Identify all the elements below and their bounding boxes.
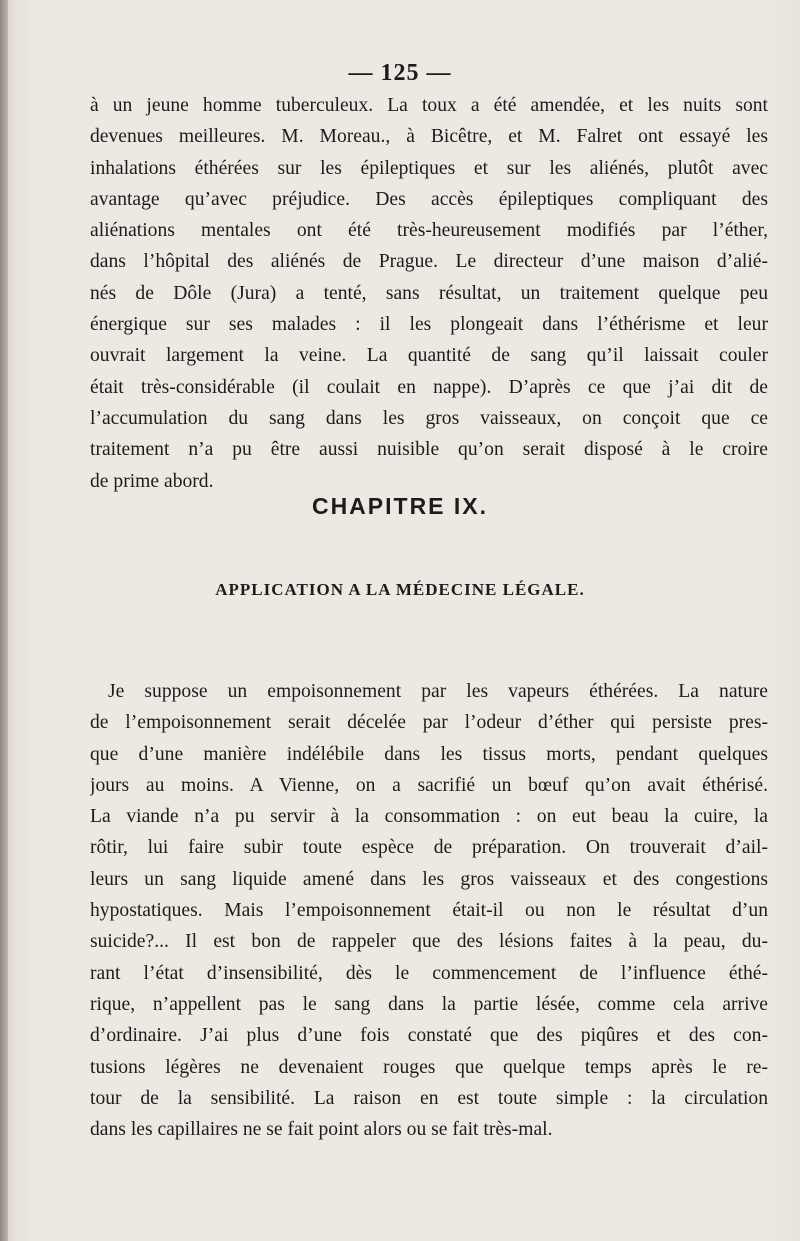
text-line: tour de la sensibilité. La raison en est toute simple : la circulation — [90, 1087, 768, 1109]
text-line: jours au moins. A Vienne, on a sacrifié un bœuf qu’on avait éthérisé. — [90, 774, 768, 796]
text-line: avantage qu’avec préjudice. Des accès épileptiques compliquant des — [90, 188, 768, 210]
text-line: suicide?... Il est bon de rappeler que des lésions faites à la peau, du- — [90, 931, 768, 953]
text-line: dans l’hôpital des aliénés de Prague. Le directeur d’une maison d’alié- — [90, 251, 768, 273]
text-line: nés de Dôle (Jura) a tenté, sans résultat, un traitement quelque peu — [90, 282, 768, 304]
text-line: de l’empoisonnement serait décelée par l’odeur d’éther qui persiste pres- — [90, 712, 768, 734]
text-line: de prime abord. — [90, 470, 214, 492]
text-line: d’ordinaire. J’ai plus d’une fois constaté que des piqûres et des con- — [90, 1025, 768, 1047]
text-line: aliénations mentales ont été très-heureusement modifiés par l’éther, — [90, 220, 768, 242]
text-line: hypostatiques. Mais l’empoisonnement était-il ou non le résultat d’un — [90, 900, 768, 922]
text-line: tusions légères ne devenaient rouges que quelque temps après le re- — [90, 1056, 768, 1078]
text-line: dans les capillaires ne se fait point alors ou se fait très-mal. — [90, 1119, 553, 1141]
paragraph-1 — [90, 90, 768, 497]
text-line: était très-considérable (il coulait en nappe). D’après ce que j’ai dit de — [90, 376, 768, 398]
text-line: devenues meilleures. M. Moreau., à Bicêtre, et M. Falret ont essayé les — [90, 126, 768, 148]
page-number: — 125 — — [348, 60, 452, 86]
text-line: inhalations éthérées sur les épileptiques et sur les aliénés, plutôt avec — [90, 157, 768, 179]
chapter-subtitle: APPLICATION A LA MÉDECINE LÉGALE. — [215, 580, 585, 599]
text-line: La viande n’a pu servir à la consommation : on eut beau la cuire, la — [90, 806, 768, 828]
text-line: à un jeune homme tuberculeux. La toux a été amendée, et les nuits sont — [90, 95, 768, 116]
text-line: énergique sur ses malades : il les plongeait dans l’éthérisme et leur — [90, 314, 768, 336]
text-line: l’accumulation du sang dans les gros vaisseaux, on conçoit que ce — [90, 407, 768, 429]
text-line: ouvrait largement la veine. La quantité de sang qu’il laissait couler — [90, 345, 768, 367]
paragraph-2 — [90, 676, 768, 1145]
text-line: Je suppose un empoisonnement par les vapeurs éthérées. La nature — [108, 681, 768, 702]
text-line: rique, n’appellent pas le sang dans la partie lésée, comme cela arrive — [90, 993, 768, 1015]
text-line: que d’une manière indélébile dans les tissus morts, pendant quelques — [90, 743, 768, 765]
text-line: leurs un sang liquide amené dans les gros vaisseaux et des congestions — [90, 868, 768, 890]
text-line: rant l’état d’insensibilité, dès le commencement de l’influence éthé- — [90, 962, 768, 984]
text-line: rôtir, lui faire subir toute espèce de préparation. On trouverait d’ail- — [90, 837, 768, 859]
text-line: traitement n’a pu être aussi nuisible qu’on serait disposé à le croire — [90, 439, 768, 461]
page-binding-edge — [0, 0, 8, 1241]
chapter-title: CHAPITRE IX. — [311, 493, 489, 519]
